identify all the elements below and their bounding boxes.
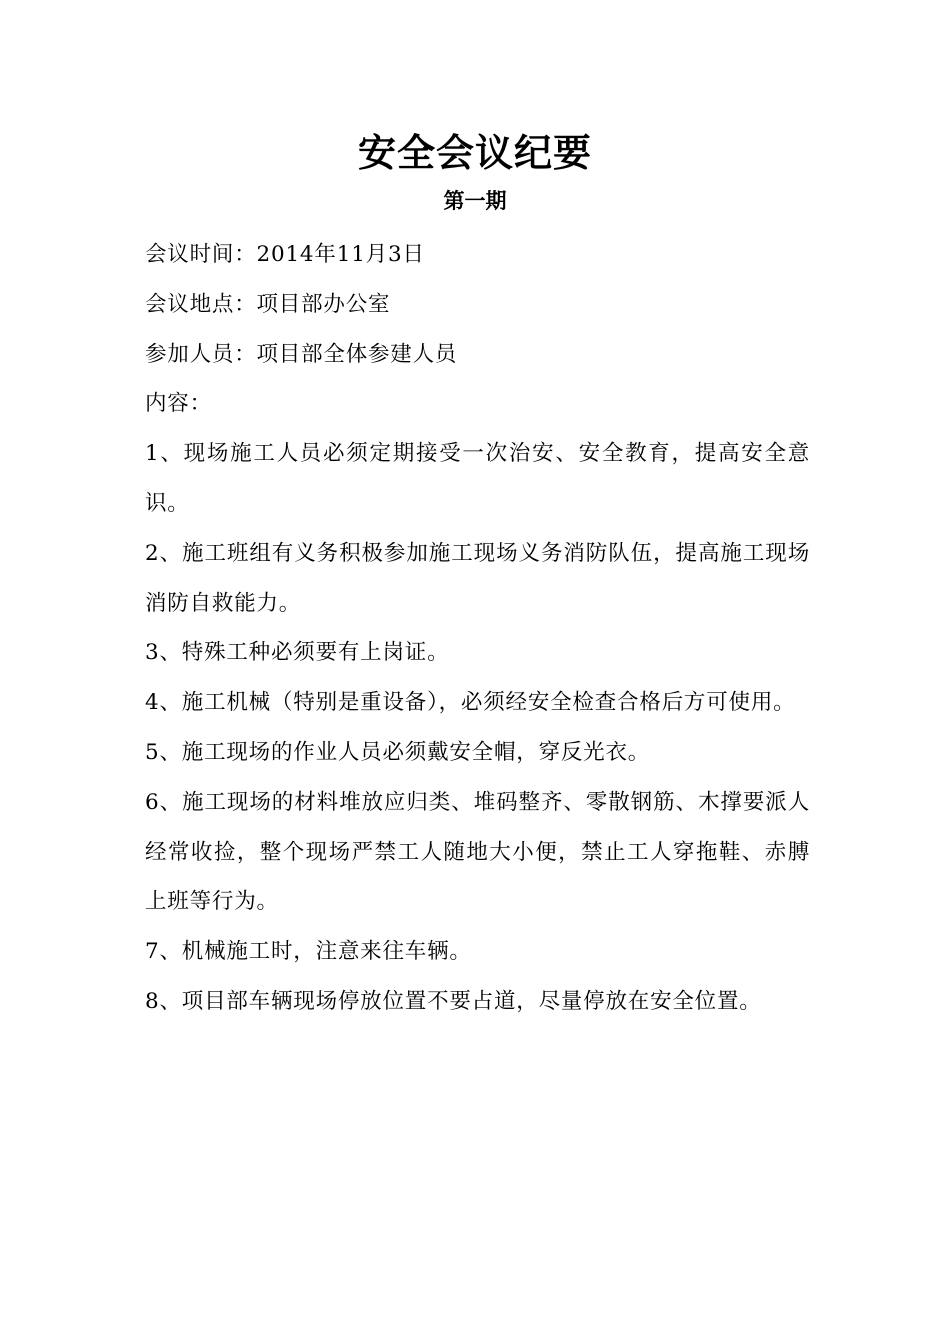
content-item-3: 3、特殊工种必须要有上岗证。 bbox=[145, 640, 450, 666]
content-item-7: 7、机械施工时，注意来往车辆。 bbox=[145, 939, 472, 965]
content-item-6: 6、施工现场的材料堆放应归类、堆码整齐、零散钢筋、木撑要派人经常收捡，整个现场严禁工人随地大小便，禁止工人穿拖鞋、赤膊上班等行为。 bbox=[145, 789, 810, 915]
content-item-4: 4、施工机械（特别是重设备），必须经安全检查合格后方可使用。 bbox=[145, 690, 796, 716]
content-item-5: 5、施工现场的作业人员必须戴安全帽，穿反光衣。 bbox=[145, 739, 651, 765]
content-item-1: 1、现场施工人员必须定期接受一次治安、安全教育，提高安全意识。 bbox=[145, 441, 810, 516]
content-item-8: 8、项目部车辆现场停放位置不要占道，尽量停放在安全位置。 bbox=[145, 988, 762, 1014]
document-body bbox=[145, 230, 810, 1027]
meeting-attendees: 参加人员：项目部全体参建人员 bbox=[145, 341, 458, 367]
meeting-time: 会议时间：2014年11月3日 bbox=[145, 242, 425, 267]
issue-number: 第一期 bbox=[443, 188, 507, 213]
content-label: 内容： bbox=[145, 391, 212, 417]
document-title: 安全会议纪要 bbox=[357, 130, 592, 175]
content-item-2: 2、施工班组有义务积极参加施工现场义务消防队伍，提高施工现场消防自救能力。 bbox=[145, 540, 810, 616]
meeting-place: 会议地点：项目部办公室 bbox=[145, 291, 391, 317]
